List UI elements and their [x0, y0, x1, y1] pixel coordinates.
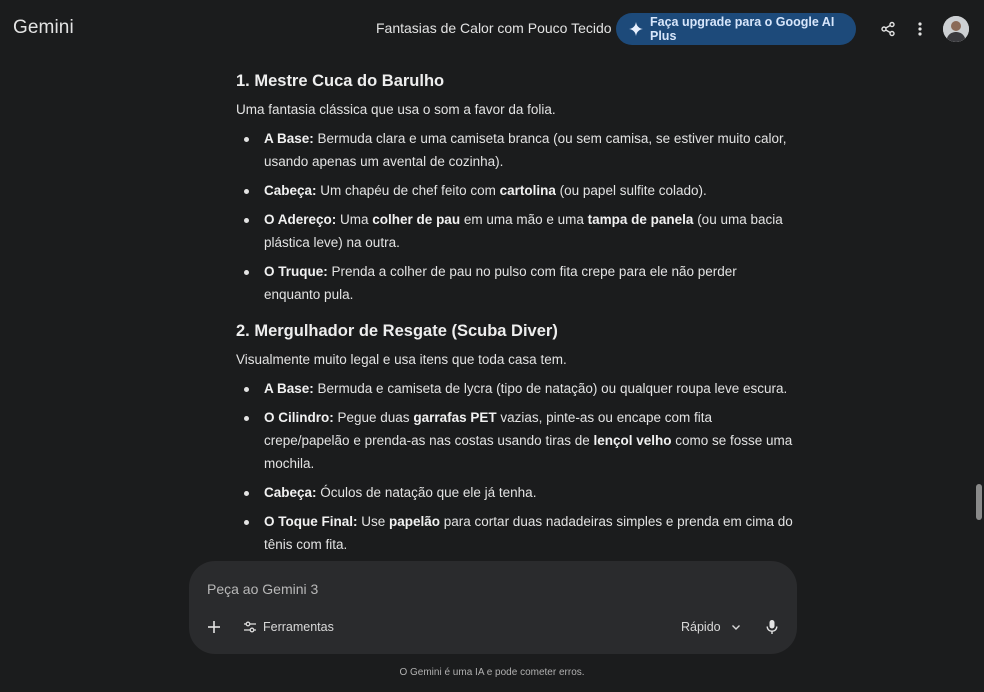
bold-text: cartolina	[499, 183, 556, 198]
microphone-icon[interactable]	[761, 616, 783, 638]
tools-icon	[243, 620, 257, 634]
text: em uma mão e uma	[460, 212, 588, 227]
sparkle-icon	[628, 21, 644, 37]
text: Bermuda clara e uma camiseta branca (ou sem camisa, se estiver muito calor, usando apenas um avental de cozinha).	[264, 131, 787, 169]
text: Prenda a colher de pau no pulso com fita crepe para ele não perder enquanto pula.	[264, 264, 737, 302]
bold-text: O Adereço:	[264, 212, 337, 227]
text: Use	[357, 514, 390, 529]
bold-text: lençol velho	[593, 433, 672, 448]
list-item	[236, 127, 796, 173]
bullet-list	[236, 377, 796, 556]
section-heading: 2. Mergulhador de Resgate (Scuba Diver)	[236, 322, 558, 340]
top-bar	[0, 0, 984, 58]
section-2	[236, 320, 796, 556]
disclaimer: O Gemini é uma IA e pode cometer erros.	[399, 667, 585, 678]
list-item	[236, 406, 796, 475]
bold-text: O Truque:	[264, 264, 328, 279]
mode-label: Rápido	[681, 620, 721, 634]
bold-text: O Cilindro:	[264, 410, 334, 425]
bold-text: A Base:	[264, 381, 314, 396]
conversation-title[interactable]: Fantasias de Calor com Pouco Tecido	[376, 20, 612, 36]
section-intro: Uma fantasia clássica que usa o som a favor da folia.	[236, 102, 556, 117]
bold-text: tampa de panela	[587, 212, 694, 227]
text: vazias, pinte-as ou encape com fita crepe/papelão e prenda-as nas costas usando tiras de	[264, 410, 712, 448]
scrollbar-thumb[interactable]	[976, 484, 982, 520]
brand-logo[interactable]: Gemini	[13, 17, 74, 38]
bold-text: garrafas PET	[413, 410, 497, 425]
prompt-input[interactable]	[207, 579, 767, 599]
bold-text: colher de pau	[372, 212, 461, 227]
bold-text: A Base:	[264, 131, 314, 146]
bold-text: Cabeça:	[264, 183, 317, 198]
chevron-down-icon	[731, 622, 741, 632]
text: como se fosse uma mochila.	[264, 433, 793, 471]
list-item	[236, 481, 796, 504]
bold-text: papelão	[389, 514, 441, 529]
list-item	[236, 179, 796, 202]
section-1	[236, 70, 796, 306]
text: Bermuda e camiseta de lycra (tipo de natação) ou qualquer roupa leve escura.	[313, 381, 788, 396]
share-icon[interactable]	[874, 15, 902, 43]
list-item	[236, 377, 796, 400]
bullet-list	[236, 127, 796, 306]
avatar[interactable]	[943, 16, 969, 42]
list-item	[236, 510, 796, 556]
text: Óculos de natação que ele já tenha.	[316, 485, 537, 500]
text: (ou papel sulfite colado).	[555, 183, 707, 198]
tools-label: Ferramentas	[263, 620, 334, 634]
text: para cortar duas nadadeiras simples e prenda em cima do tênis com fita.	[264, 514, 793, 552]
upgrade-button[interactable]	[616, 13, 856, 45]
text: Um chapéu de chef feito com	[316, 183, 500, 198]
bold-text: O Toque Final:	[264, 514, 358, 529]
bold-text: Cabeça:	[264, 485, 317, 500]
more-options-icon[interactable]	[906, 15, 934, 43]
text: Pegue duas	[333, 410, 414, 425]
upgrade-label: Faça upgrade para o Google AI Plus	[650, 15, 835, 43]
prompt-composer	[189, 561, 797, 654]
section-heading: 1. Mestre Cuca do Barulho	[236, 72, 445, 90]
list-item	[236, 260, 796, 306]
response-content	[236, 62, 796, 570]
text: (ou uma bacia plástica leve) na outra.	[264, 212, 783, 250]
text: Uma	[336, 212, 373, 227]
mode-selector[interactable]	[681, 617, 741, 637]
tools-button[interactable]	[243, 617, 334, 637]
add-icon[interactable]	[203, 616, 225, 638]
list-item	[236, 208, 796, 254]
section-intro: Visualmente muito legal e usa itens que toda casa tem.	[236, 352, 567, 367]
